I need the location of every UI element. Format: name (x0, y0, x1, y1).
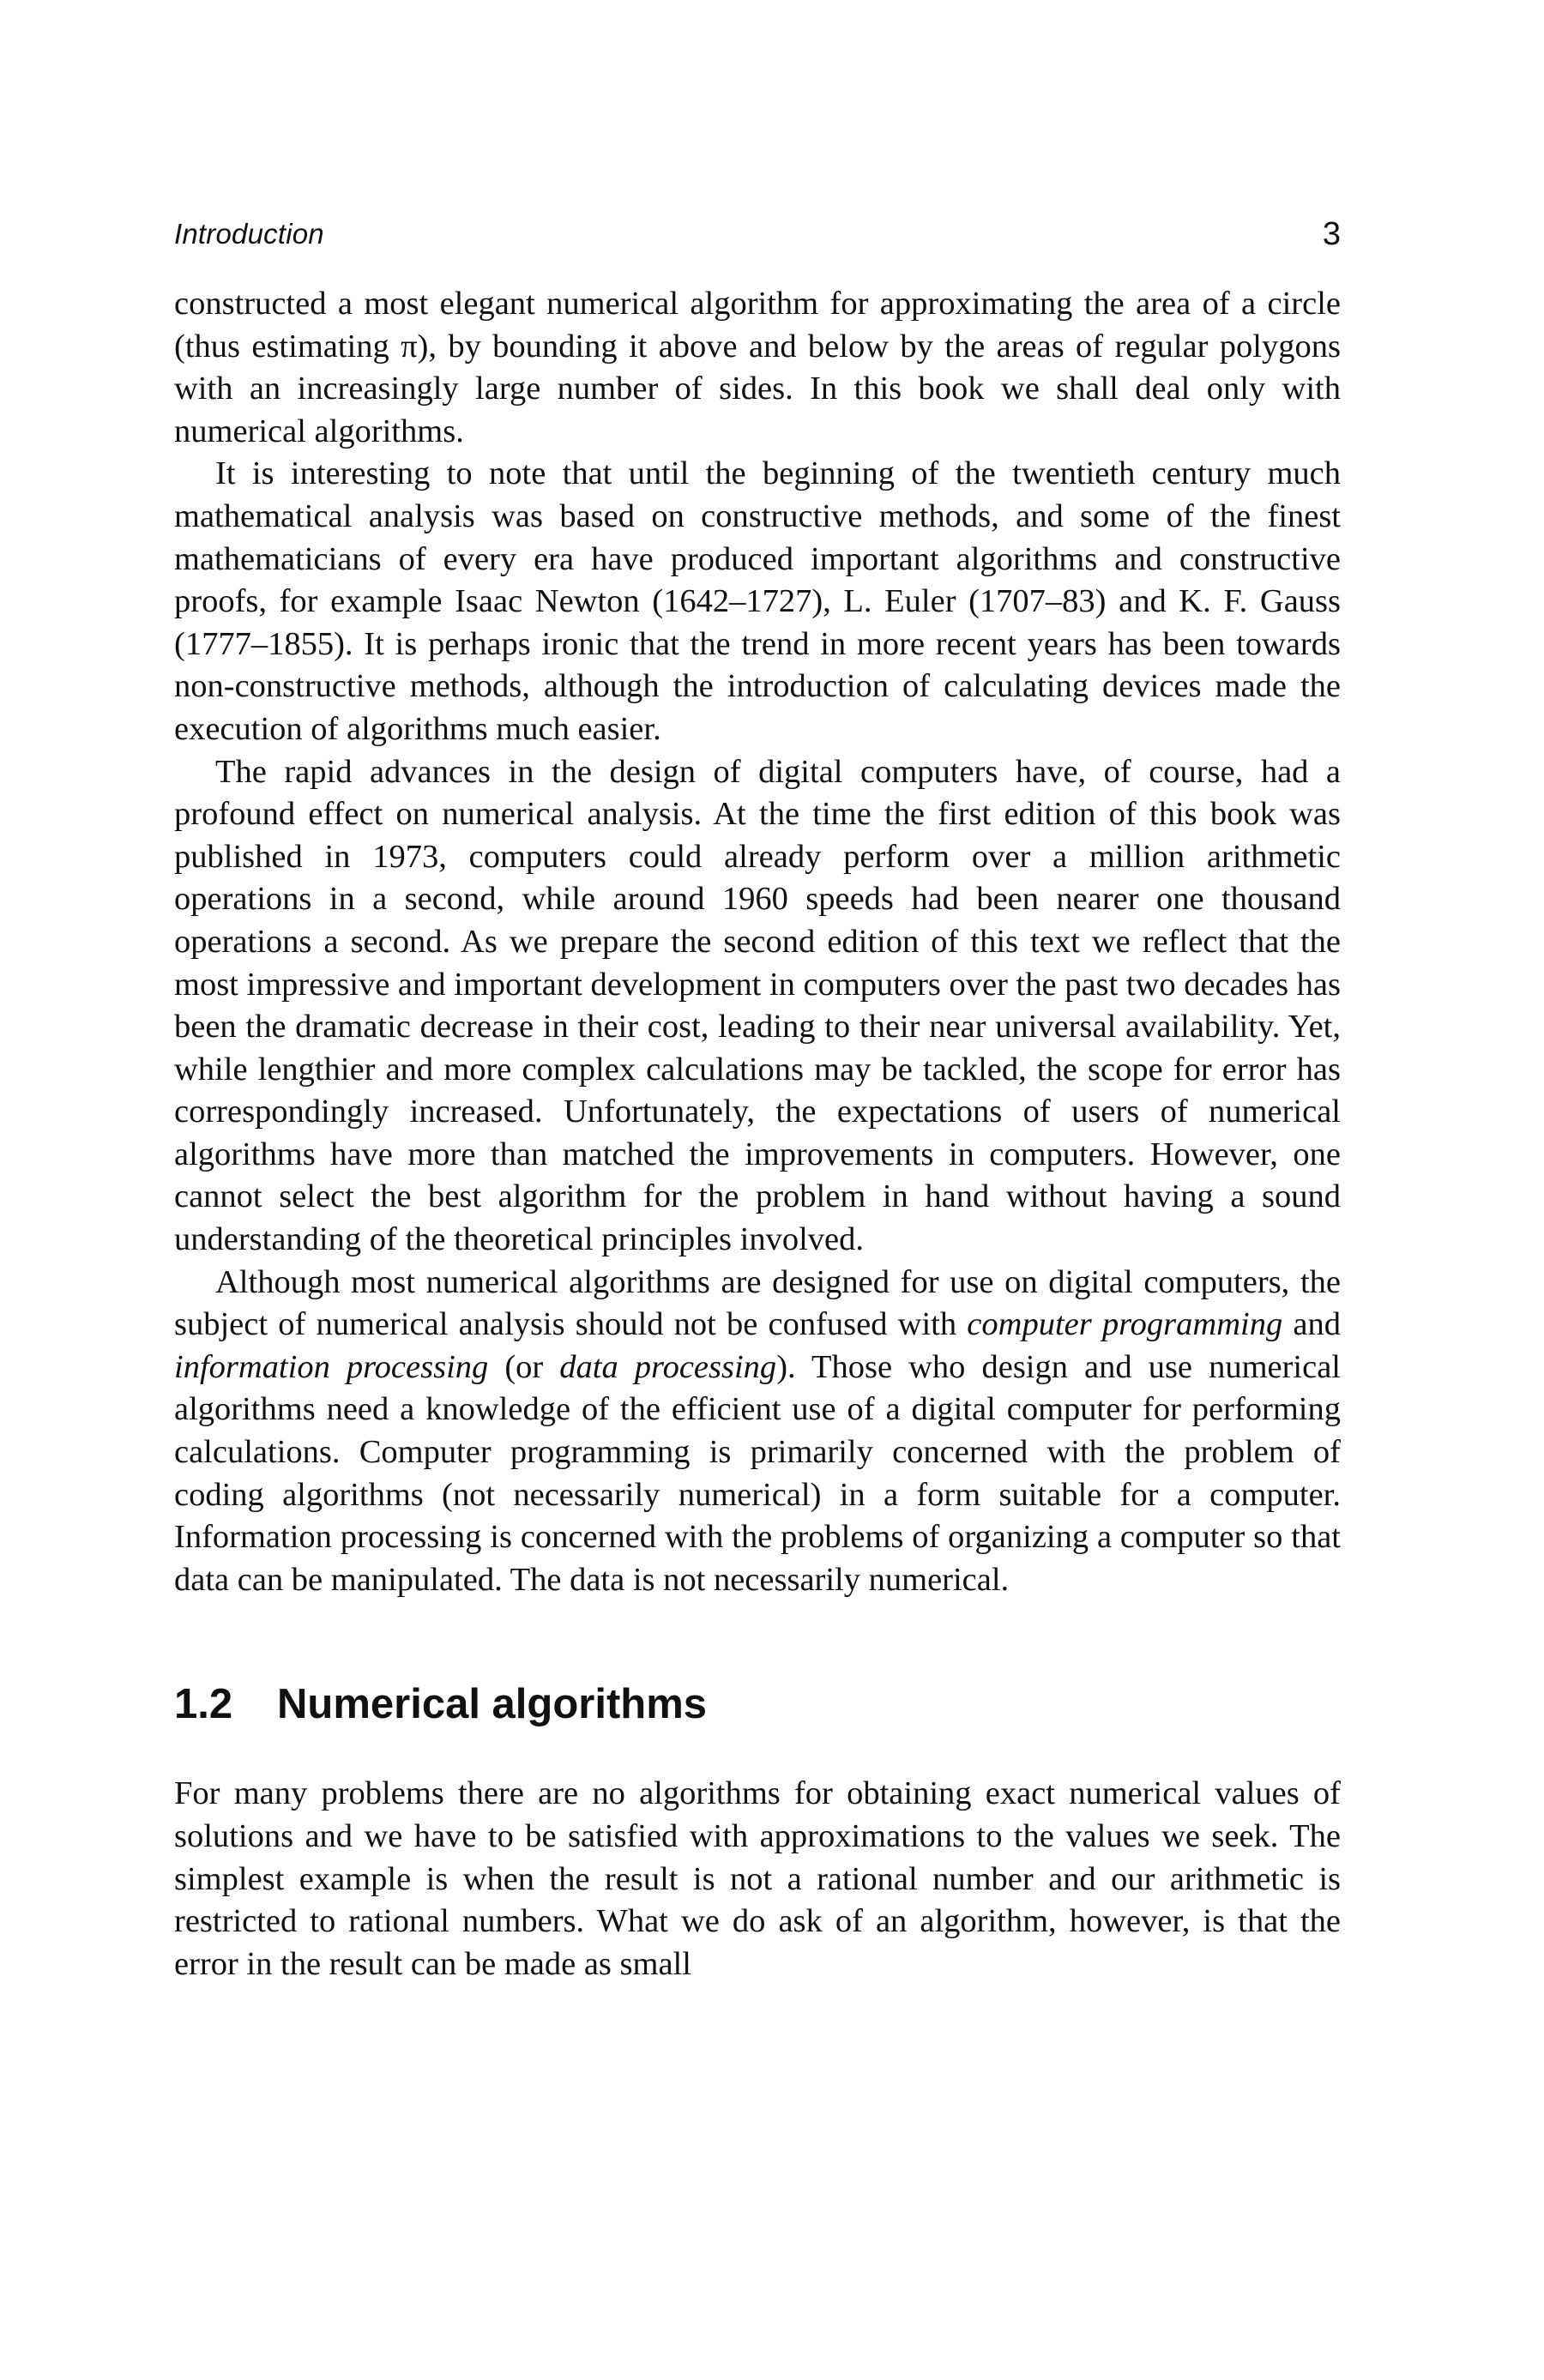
paragraph-continuation: constructed a most elegant numerical algorithm for approximating the area of a circle (thus estimating π), by bounding it above and below by the areas of regular polygons with an increasingly large number of sides. In this book we shall deal only with numerical algorithms. (174, 286, 1341, 449)
section-body (174, 1773, 1341, 1985)
section-number: 1.2 (174, 1681, 233, 1728)
paragraph-programming-distinction (174, 1262, 1341, 1602)
section-heading (174, 1678, 1341, 1730)
body-text (174, 283, 1341, 1601)
term-computer-programming: computer programming (967, 1306, 1283, 1343)
term-data-processing: data processing (559, 1348, 777, 1385)
running-title: Introduction (174, 218, 324, 250)
paragraph-digital-computers: The rapid advances in the design of digital computers have, of course, had a profound effect on numerical analysis. At the time the first edition of this book was published in 1973, computers could already perform over a million arithmetic operations in a second, while around 1960 speeds had been nearer one thousand operations a second. As we prepare the second edition of this text we reflect that the most impressive and important development in computers over the past two decades has been the dramatic decrease in their cost, leading to their near universal availability. Yet, while lengthier and more complex calculations may be tackled, the scope for error has correspondingly increased. Unfortunately, the expectations of users of numerical algorithms have more than matched the improvements in computers. However, one cannot select the best algorithm for the problem in hand without having a sound understanding of the theoretical principles involved. (174, 753, 1342, 1258)
term-information-processing: information processing (174, 1348, 489, 1385)
text-run: (or (488, 1348, 560, 1385)
running-head (174, 213, 1341, 264)
book-page (174, 213, 1341, 1985)
paragraph-approximations: For many problems there are no algorithms for obtaining exact numerical values of solutions and we have to be satisfied with approximations to the values we seek. The simplest example is when the result is not a rational number and our arithmetic is restricted to rational numbers. What we do ask of an algorithm, however, is that the error in the result can be made as small (174, 1775, 1341, 1982)
text-run: and (1282, 1306, 1341, 1343)
text-run: Although most numerical algorithms are designed for use on digital computers, the subject of numerical analysis should not be confused with (174, 1263, 1341, 1343)
page-number: 3 (1322, 216, 1341, 252)
paragraph-constructive-methods: It is interesting to note that until the beginning of the twentieth century much mathematical analysis was based on constructive methods, and some of the finest mathematicians of every era have produced important algorithms and constructive proofs, for example Isaac Newton (1642–1727), L. Euler (1707–83) and K. F. Gauss (1777–1855). It is perhaps ironic that the trend in more recent years has been towards non-constructive methods, although the introduction of calculating devices made the execution of algorithms much easier. (174, 455, 1341, 747)
section-title: Numerical algorithms (277, 1681, 708, 1728)
text-run: ). Those who design and use numerical algorithms need a knowledge of the efficient use of a digital computer for performing calculations. Computer programming is primarily concerned with the problem of coding algorithms (not necessarily numerical) in a form suitable for a computer. Information processing is concerned with the problems of organizing a computer so that data can be manipulated. The data is not necessarily numerical. (174, 1348, 1341, 1598)
